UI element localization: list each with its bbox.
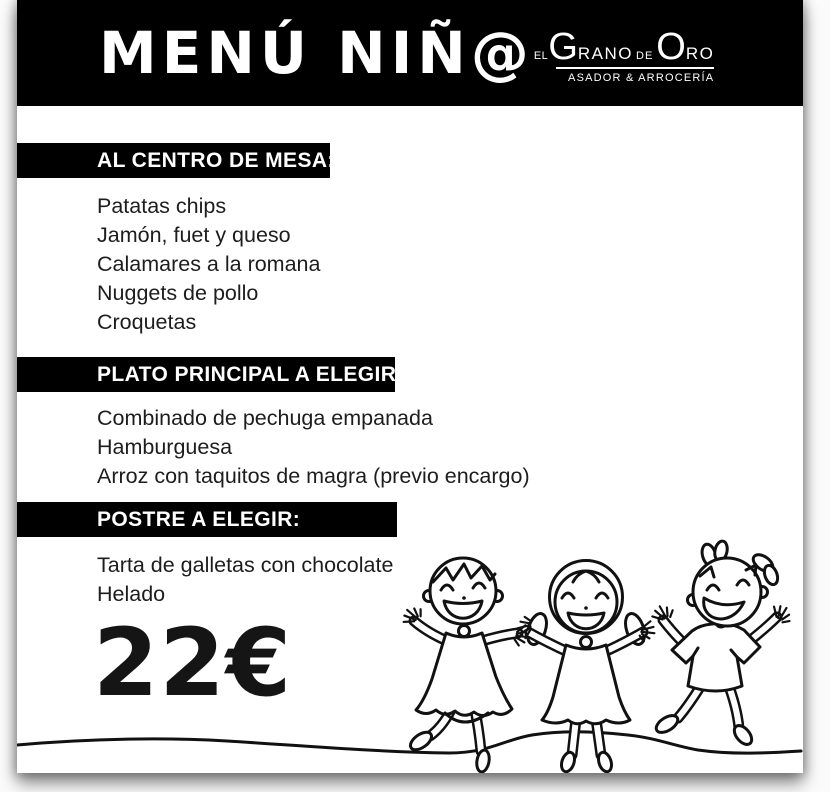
menu-item: Nuggets de pollo [97, 281, 259, 305]
logo-de: DE [636, 49, 654, 62]
ground-line [17, 732, 801, 754]
menu-item: Jamón, fuet y queso [97, 223, 291, 247]
kids-illustration [17, 529, 803, 773]
restaurant-logo [533, 25, 715, 85]
section-list-plato-principal [97, 404, 530, 491]
logo-underline [556, 67, 714, 69]
section-heading-label: AL CENTRO DE MESA: [97, 148, 335, 172]
kid-middle [516, 561, 656, 774]
section-heading-label: POSTRE A ELEGIR: [97, 507, 301, 531]
menu-price: 22€ [93, 609, 293, 718]
menu-title: MENÚ NIÑ@ [99, 19, 534, 87]
menu-item: Hamburguesa [97, 435, 233, 459]
logo-el: EL [533, 49, 549, 62]
menu-item: Arroz con taquitos de magra (previo encargo) [97, 464, 530, 488]
kid-right [650, 540, 795, 748]
menu-item: Combinado de pechuga empanada [97, 406, 433, 430]
logo-wordmark [533, 25, 715, 68]
logo-o: O [656, 25, 686, 68]
section-heading-centro-mesa [17, 143, 335, 178]
logo-subtitle: ASADOR & ARROCERÍA [568, 72, 715, 85]
logo-g: G [548, 25, 578, 68]
menu-item: Helado [97, 582, 166, 606]
section-heading-plato-principal [17, 357, 404, 392]
menu-item: Patatas chips [97, 194, 227, 218]
section-list-centro-mesa [97, 192, 320, 337]
logo-rano: RANO [577, 43, 633, 63]
menu-item: Croquetas [97, 310, 197, 334]
logo-ro: RO [685, 43, 715, 63]
menu-item: Tarta de galletas con chocolate [97, 553, 394, 577]
menu-card [17, 0, 803, 773]
section-heading-label: PLATO PRINCIPAL A ELEGIR: [97, 362, 404, 386]
menu-item: Calamares a la romana [97, 252, 321, 276]
header-band [17, 0, 803, 106]
